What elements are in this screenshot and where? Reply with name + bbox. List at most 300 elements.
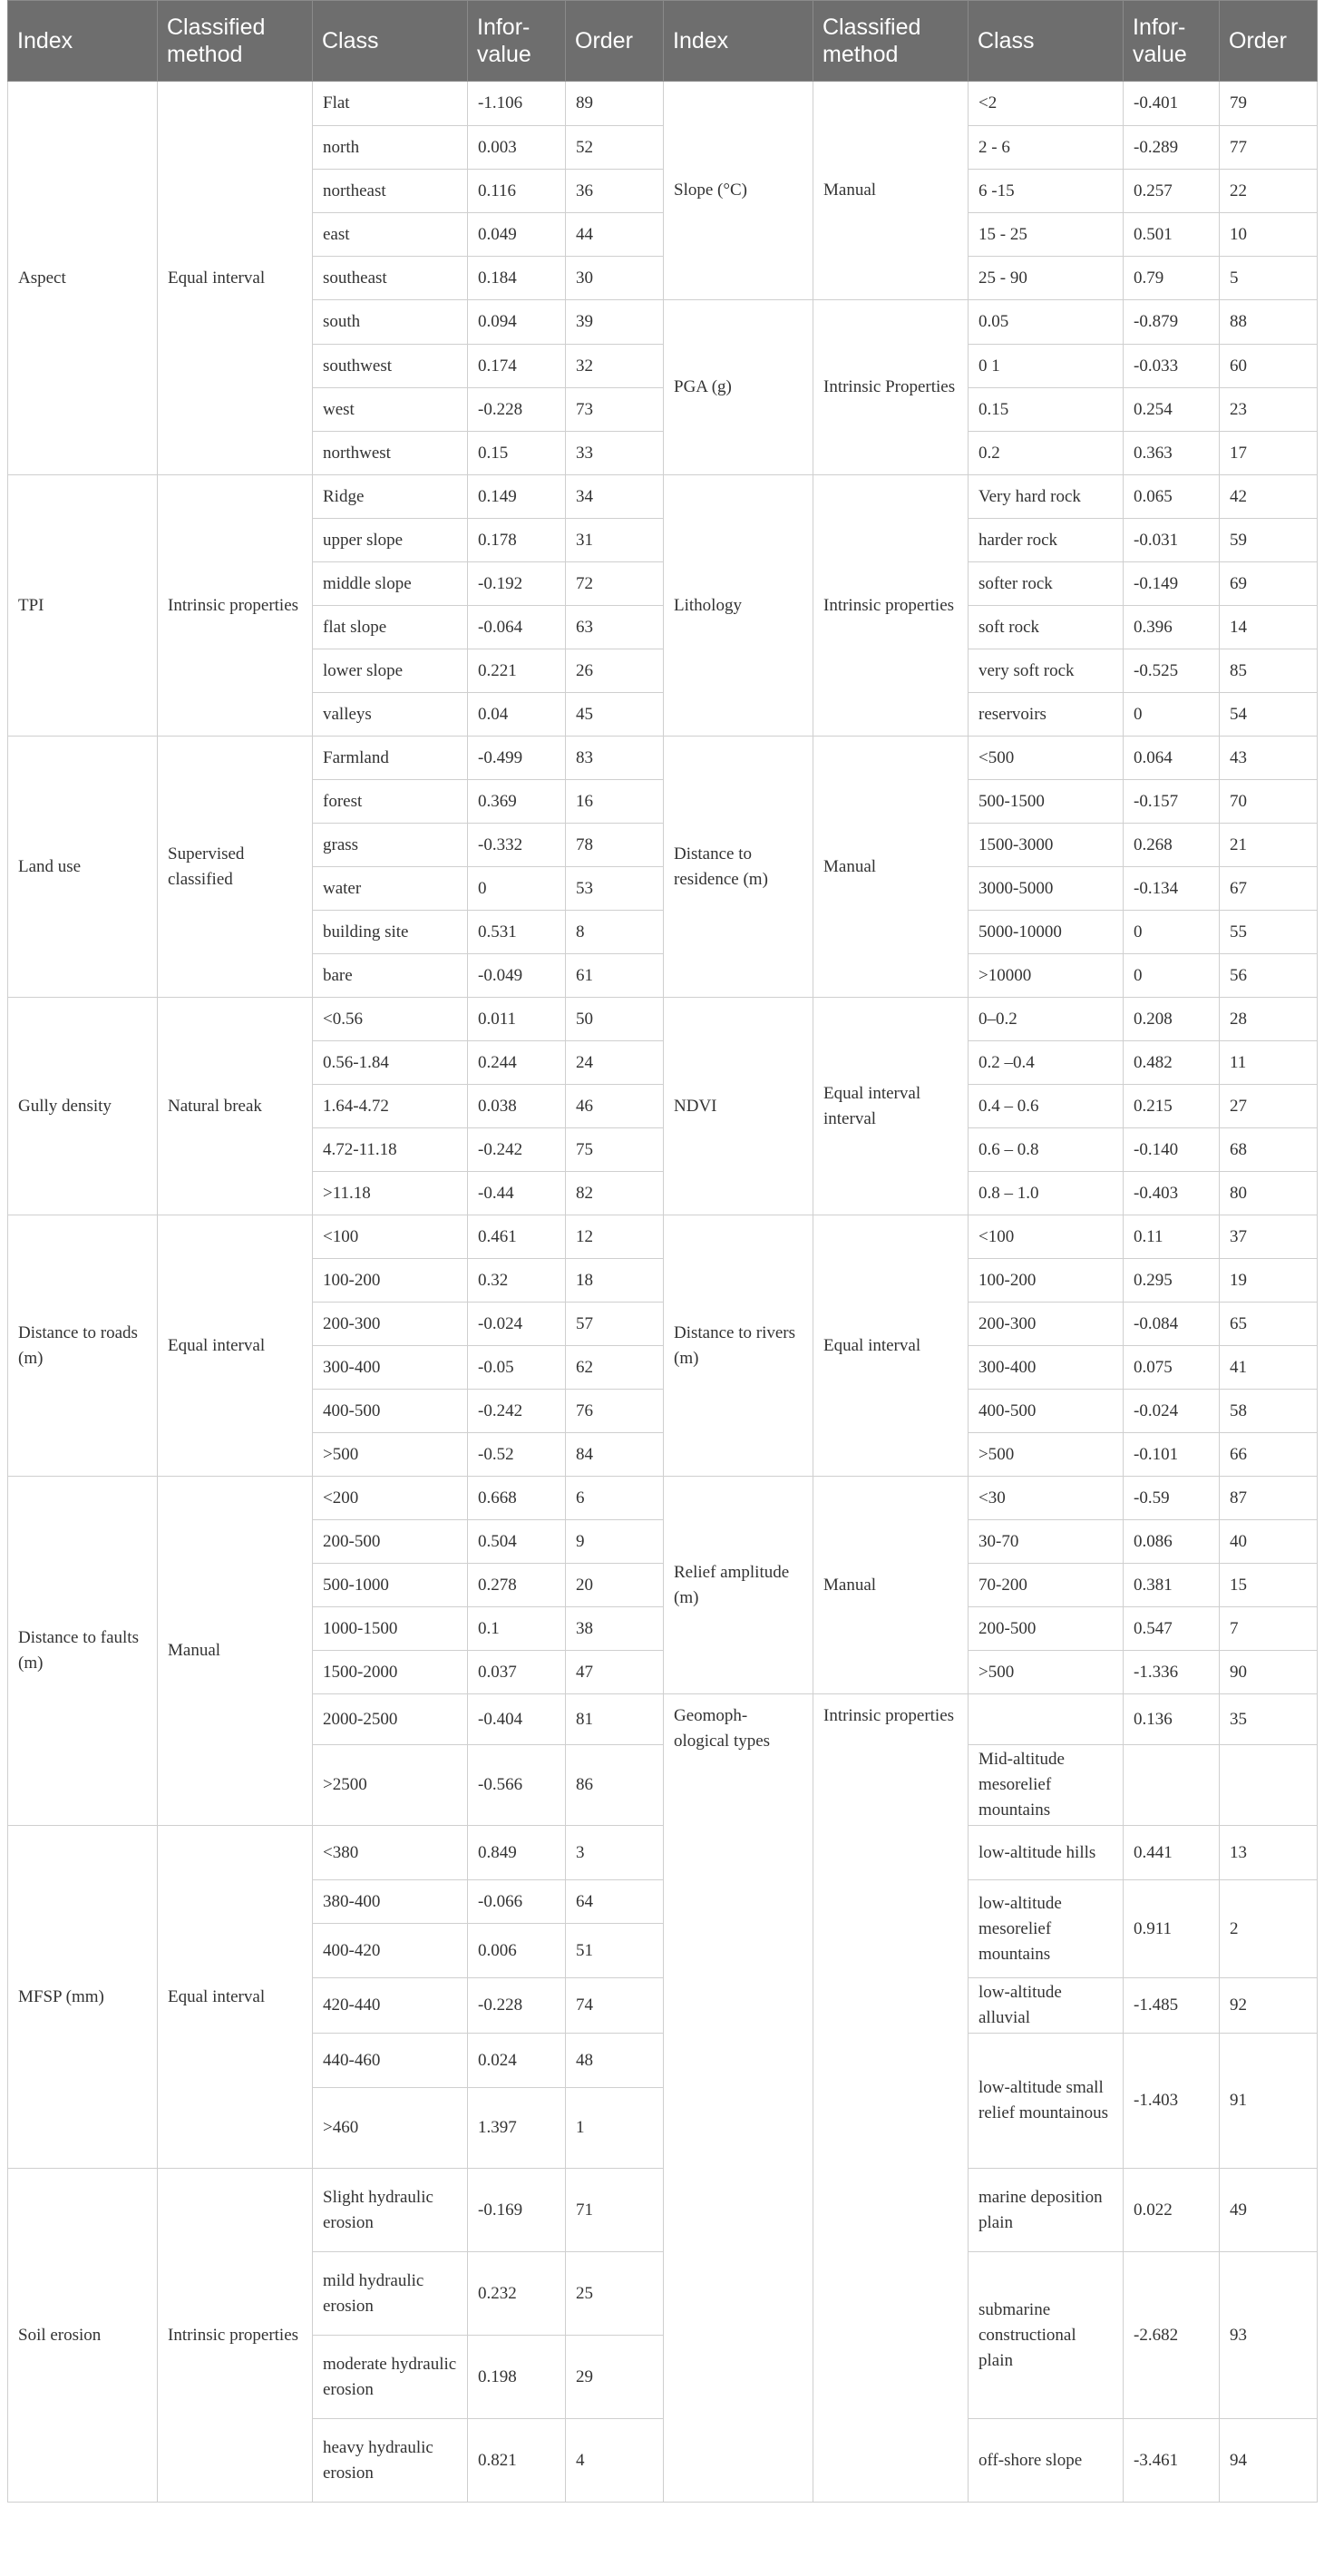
- class-cell: Slight hydraulic erosion: [313, 2169, 468, 2252]
- class-cell: low-altitude hills: [969, 1826, 1124, 1880]
- order-cell: 34: [566, 475, 664, 519]
- class-cell: off-shore slope: [969, 2419, 1124, 2503]
- classified-method-cell: Intrinsic properties: [158, 2169, 313, 2503]
- classified-method-cell: Supervised classified: [158, 737, 313, 998]
- class-cell: mild hydraulic erosion: [313, 2252, 468, 2336]
- classified-method-cell: Equal interval: [813, 1215, 969, 1477]
- order-cell: 66: [1220, 1433, 1318, 1477]
- class-cell: 0.05: [969, 300, 1124, 345]
- index-cell: PGA (g): [664, 300, 813, 475]
- class-cell: 1500-2000: [313, 1651, 468, 1694]
- class-cell: 3000-5000: [969, 867, 1124, 911]
- order-cell: 62: [566, 1346, 664, 1390]
- class-cell: 0.56-1.84: [313, 1041, 468, 1085]
- infor-value-cell: -0.525: [1124, 649, 1220, 693]
- class-cell: softer rock: [969, 562, 1124, 606]
- class-cell: <500: [969, 737, 1124, 780]
- infor-value-cell: 0.504: [468, 1520, 566, 1564]
- infor-value-cell: -0.169: [468, 2169, 566, 2252]
- infor-value-cell: -0.401: [1124, 82, 1220, 126]
- index-cell: Distance to rivers (m): [664, 1215, 813, 1477]
- class-cell: 5000-10000: [969, 911, 1124, 954]
- infor-value-cell: 0.011: [468, 998, 566, 1041]
- class-cell: lower slope: [313, 649, 468, 693]
- infor-value-cell: 0.116: [468, 170, 566, 213]
- order-cell: 73: [566, 388, 664, 432]
- infor-value-cell: -0.566: [468, 1745, 566, 1826]
- class-cell: <2: [969, 82, 1124, 126]
- order-cell: 8: [566, 911, 664, 954]
- table-row: [8, 2169, 1318, 2252]
- class-cell: Mid-altitude mesorelief mountains: [969, 1745, 1124, 1826]
- order-cell: 90: [1220, 1651, 1318, 1694]
- class-cell: 200-500: [969, 1607, 1124, 1651]
- class-cell: northeast: [313, 170, 468, 213]
- order-cell: 70: [1220, 780, 1318, 824]
- infor-value-cell: 0.149: [468, 475, 566, 519]
- class-cell: <380: [313, 1826, 468, 1880]
- class-cell: 0.2: [969, 432, 1124, 475]
- index-cell: MFSP (mm): [8, 1826, 158, 2169]
- class-cell: 100-200: [969, 1259, 1124, 1303]
- classified-method-cell: Manual: [158, 1477, 313, 1826]
- classified-method-cell: Intrinsic properties: [813, 475, 969, 737]
- infor-value-cell: -1.485: [1124, 1978, 1220, 2034]
- infor-value-cell: 0.184: [468, 257, 566, 300]
- order-cell: 6: [566, 1477, 664, 1520]
- order-cell: 31: [566, 519, 664, 562]
- order-cell: 52: [566, 126, 664, 170]
- order-cell: 7: [1220, 1607, 1318, 1651]
- class-cell: 15 - 25: [969, 213, 1124, 257]
- order-cell: 44: [566, 213, 664, 257]
- infor-value-cell: 0.254: [1124, 388, 1220, 432]
- class-cell: bare: [313, 954, 468, 998]
- header-class-left: Class: [313, 1, 468, 82]
- infor-value-cell: 0.215: [1124, 1085, 1220, 1128]
- order-cell: 76: [566, 1390, 664, 1433]
- infor-value-cell: 0.064: [1124, 737, 1220, 780]
- class-cell: 500-1000: [313, 1564, 468, 1607]
- order-cell: 3: [566, 1826, 664, 1880]
- table-row: [8, 998, 1318, 1041]
- class-cell: [969, 1694, 1124, 1745]
- order-cell: 41: [1220, 1346, 1318, 1390]
- infor-value-cell: 0.024: [468, 2034, 566, 2088]
- order-cell: 17: [1220, 432, 1318, 475]
- table-row: [8, 1826, 1318, 1880]
- infor-value-cell: 0.049: [468, 213, 566, 257]
- class-cell: 0.15: [969, 388, 1124, 432]
- infor-value-cell: 0.003: [468, 126, 566, 170]
- class-cell: reservoirs: [969, 693, 1124, 737]
- infor-value-cell: 0.257: [1124, 170, 1220, 213]
- class-cell: >11.18: [313, 1172, 468, 1215]
- class-cell: moderate hydraulic erosion: [313, 2336, 468, 2419]
- infor-value-cell: -0.05: [468, 1346, 566, 1390]
- order-cell: 89: [566, 82, 664, 126]
- order-cell: 4: [566, 2419, 664, 2503]
- class-cell: 380-400: [313, 1880, 468, 1924]
- order-cell: 87: [1220, 1477, 1318, 1520]
- order-cell: 30: [566, 257, 664, 300]
- infor-value-cell: 0.178: [468, 519, 566, 562]
- index-cell: TPI: [8, 475, 158, 737]
- header-order-left: Order: [566, 1, 664, 82]
- class-cell: 200-300: [313, 1303, 468, 1346]
- order-cell: 48: [566, 2034, 664, 2088]
- class-cell: upper slope: [313, 519, 468, 562]
- class-cell: 300-400: [313, 1346, 468, 1390]
- index-cell: Distance to roads (m): [8, 1215, 158, 1477]
- order-cell: 72: [566, 562, 664, 606]
- class-cell: >500: [313, 1433, 468, 1477]
- order-cell: 47: [566, 1651, 664, 1694]
- order-cell: 15: [1220, 1564, 1318, 1607]
- class-cell: 0–0.2: [969, 998, 1124, 1041]
- infor-value-cell: -0.879: [1124, 300, 1220, 345]
- table-row: [8, 1215, 1318, 1259]
- table-row: [8, 737, 1318, 780]
- order-cell: 86: [566, 1745, 664, 1826]
- infor-value-cell: 0.547: [1124, 1607, 1220, 1651]
- infor-value-cell: 0.441: [1124, 1826, 1220, 1880]
- infor-value-cell: 0.006: [468, 1924, 566, 1978]
- infor-value-cell: 0.821: [468, 2419, 566, 2503]
- infor-value-cell: -0.140: [1124, 1128, 1220, 1172]
- infor-value-cell: -0.404: [468, 1694, 566, 1745]
- order-cell: 25: [566, 2252, 664, 2336]
- table-body: [8, 82, 1318, 2503]
- index-cell: Distance to faults (m): [8, 1477, 158, 1826]
- order-cell: 64: [566, 1880, 664, 1924]
- order-cell: 85: [1220, 649, 1318, 693]
- infor-value-cell: -0.242: [468, 1128, 566, 1172]
- classified-method-cell: Equal interval interval: [813, 998, 969, 1215]
- infor-value-cell: -0.084: [1124, 1303, 1220, 1346]
- order-cell: 33: [566, 432, 664, 475]
- infor-value-cell: -0.066: [468, 1880, 566, 1924]
- order-cell: 5: [1220, 257, 1318, 300]
- class-cell: northwest: [313, 432, 468, 475]
- infor-value-cell: 0.295: [1124, 1259, 1220, 1303]
- class-cell: heavy hydraulic erosion: [313, 2419, 468, 2503]
- class-cell: flat slope: [313, 606, 468, 649]
- header-infor-value-right: Infor-value: [1124, 1, 1220, 82]
- class-cell: forest: [313, 780, 468, 824]
- infor-value-cell: 0.094: [468, 300, 566, 345]
- infor-value-cell: 0: [1124, 693, 1220, 737]
- order-cell: 14: [1220, 606, 1318, 649]
- index-cell: Relief amplitude (m): [664, 1477, 813, 1694]
- infor-value-cell: 0.198: [468, 2336, 566, 2419]
- class-cell: middle slope: [313, 562, 468, 606]
- infor-value-cell: -0.228: [468, 1978, 566, 2034]
- order-cell: 40: [1220, 1520, 1318, 1564]
- order-cell: 28: [1220, 998, 1318, 1041]
- order-cell: 58: [1220, 1390, 1318, 1433]
- class-cell: Ridge: [313, 475, 468, 519]
- index-cell: Slope (°C): [664, 82, 813, 300]
- order-cell: 60: [1220, 345, 1318, 388]
- infor-value-cell: -0.332: [468, 824, 566, 867]
- infor-value-cell: -0.024: [468, 1303, 566, 1346]
- order-cell: 29: [566, 2336, 664, 2419]
- index-cell: Geomoph-ological types: [664, 1694, 813, 2503]
- order-cell: 63: [566, 606, 664, 649]
- order-cell: 19: [1220, 1259, 1318, 1303]
- infor-value-cell: -3.461: [1124, 2419, 1220, 2503]
- order-cell: 59: [1220, 519, 1318, 562]
- order-cell: 80: [1220, 1172, 1318, 1215]
- table-row: [8, 1477, 1318, 1520]
- classified-method-cell: Manual: [813, 82, 969, 300]
- classified-method-cell: Equal interval: [158, 1215, 313, 1477]
- class-cell: 200-300: [969, 1303, 1124, 1346]
- order-cell: 11: [1220, 1041, 1318, 1085]
- infor-value-cell: 0.038: [468, 1085, 566, 1128]
- infor-value-cell: 0.369: [468, 780, 566, 824]
- infor-value-cell: -0.024: [1124, 1390, 1220, 1433]
- infor-value-cell: -0.134: [1124, 867, 1220, 911]
- order-cell: 65: [1220, 1303, 1318, 1346]
- infor-value-cell: -1.336: [1124, 1651, 1220, 1694]
- class-cell: 400-420: [313, 1924, 468, 1978]
- infor-value-cell: 0.911: [1124, 1880, 1220, 1978]
- order-cell: 9: [566, 1520, 664, 1564]
- infor-value-cell: 0.221: [468, 649, 566, 693]
- order-cell: 50: [566, 998, 664, 1041]
- class-cell: >460: [313, 2088, 468, 2169]
- class-cell: 0.4 – 0.6: [969, 1085, 1124, 1128]
- class-cell: north: [313, 126, 468, 170]
- class-cell: <0.56: [313, 998, 468, 1041]
- infor-value-cell: 0.208: [1124, 998, 1220, 1041]
- header-infor-value-left: Infor-value: [468, 1, 566, 82]
- order-cell: 51: [566, 1924, 664, 1978]
- information-value-table: [7, 0, 1318, 2503]
- class-cell: 0.2 –0.4: [969, 1041, 1124, 1085]
- order-cell: 53: [566, 867, 664, 911]
- class-cell: 25 - 90: [969, 257, 1124, 300]
- class-cell: <100: [313, 1215, 468, 1259]
- class-cell: marine deposition plain: [969, 2169, 1124, 2252]
- order-cell: 49: [1220, 2169, 1318, 2252]
- order-cell: 71: [566, 2169, 664, 2252]
- order-cell: 68: [1220, 1128, 1318, 1172]
- class-cell: 0.6 – 0.8: [969, 1128, 1124, 1172]
- infor-value-cell: 0.075: [1124, 1346, 1220, 1390]
- classified-method-cell: Manual: [813, 737, 969, 998]
- order-cell: 37: [1220, 1215, 1318, 1259]
- order-cell: 20: [566, 1564, 664, 1607]
- infor-value-cell: -0.44: [468, 1172, 566, 1215]
- order-cell: 1: [566, 2088, 664, 2169]
- infor-value-cell: -2.682: [1124, 2252, 1220, 2419]
- order-cell: 23: [1220, 388, 1318, 432]
- infor-value-cell: 0.501: [1124, 213, 1220, 257]
- order-cell: 93: [1220, 2252, 1318, 2419]
- infor-value-cell: -0.101: [1124, 1433, 1220, 1477]
- class-cell: 500-1500: [969, 780, 1124, 824]
- order-cell: 83: [566, 737, 664, 780]
- infor-value-cell: 0.278: [468, 1564, 566, 1607]
- infor-value-cell: -0.033: [1124, 345, 1220, 388]
- infor-value-cell: -0.064: [468, 606, 566, 649]
- infor-value-cell: -0.031: [1124, 519, 1220, 562]
- infor-value-cell: -0.192: [468, 562, 566, 606]
- class-cell: 200-500: [313, 1520, 468, 1564]
- class-cell: east: [313, 213, 468, 257]
- order-cell: 35: [1220, 1694, 1318, 1745]
- class-cell: 300-400: [969, 1346, 1124, 1390]
- class-cell: low-altitude alluvial: [969, 1978, 1124, 2034]
- order-cell: 45: [566, 693, 664, 737]
- infor-value-cell: 0: [1124, 954, 1220, 998]
- infor-value-cell: 0.11: [1124, 1215, 1220, 1259]
- order-cell: 78: [566, 824, 664, 867]
- order-cell: 12: [566, 1215, 664, 1259]
- class-cell: 1.64-4.72: [313, 1085, 468, 1128]
- order-cell: 69: [1220, 562, 1318, 606]
- class-cell: 100-200: [313, 1259, 468, 1303]
- order-cell: 10: [1220, 213, 1318, 257]
- infor-value-cell: 0: [468, 867, 566, 911]
- classified-method-cell: Intrinsic properties: [158, 475, 313, 737]
- infor-value-cell: -0.149: [1124, 562, 1220, 606]
- infor-value-cell: -0.049: [468, 954, 566, 998]
- order-cell: 32: [566, 345, 664, 388]
- class-cell: <200: [313, 1477, 468, 1520]
- class-cell: submarine constructional plain: [969, 2252, 1124, 2419]
- order-cell: 67: [1220, 867, 1318, 911]
- class-cell: 400-500: [313, 1390, 468, 1433]
- order-cell: 42: [1220, 475, 1318, 519]
- order-cell: 26: [566, 649, 664, 693]
- order-cell: 57: [566, 1303, 664, 1346]
- order-cell: 24: [566, 1041, 664, 1085]
- class-cell: southeast: [313, 257, 468, 300]
- header-order-right: Order: [1220, 1, 1318, 82]
- index-cell: Lithology: [664, 475, 813, 737]
- order-cell: 61: [566, 954, 664, 998]
- order-cell: 22: [1220, 170, 1318, 213]
- infor-value-cell: -0.242: [468, 1390, 566, 1433]
- class-cell: soft rock: [969, 606, 1124, 649]
- header-row: [8, 1, 1318, 82]
- order-cell: 56: [1220, 954, 1318, 998]
- order-cell: [1220, 1745, 1318, 1826]
- order-cell: 84: [566, 1433, 664, 1477]
- class-cell: 0.8 – 1.0: [969, 1172, 1124, 1215]
- order-cell: 43: [1220, 737, 1318, 780]
- class-cell: low-altitude small relief mountainous: [969, 2034, 1124, 2169]
- order-cell: 88: [1220, 300, 1318, 345]
- class-cell: 1500-3000: [969, 824, 1124, 867]
- index-cell: Land use: [8, 737, 158, 998]
- class-cell: <30: [969, 1477, 1124, 1520]
- infor-value-cell: 0.232: [468, 2252, 566, 2336]
- class-cell: very soft rock: [969, 649, 1124, 693]
- order-cell: 27: [1220, 1085, 1318, 1128]
- header-index-right: Index: [664, 1, 813, 82]
- order-cell: 16: [566, 780, 664, 824]
- class-cell: <100: [969, 1215, 1124, 1259]
- infor-value-cell: -0.403: [1124, 1172, 1220, 1215]
- infor-value-cell: 0.1: [468, 1607, 566, 1651]
- infor-value-cell: -0.52: [468, 1433, 566, 1477]
- infor-value-cell: 0.174: [468, 345, 566, 388]
- order-cell: 74: [566, 1978, 664, 2034]
- class-cell: 1000-1500: [313, 1607, 468, 1651]
- classified-method-cell: Equal interval: [158, 1826, 313, 2169]
- infor-value-cell: 0.244: [468, 1041, 566, 1085]
- order-cell: 79: [1220, 82, 1318, 126]
- infor-value-cell: 0.065: [1124, 475, 1220, 519]
- infor-value-cell: -1.403: [1124, 2034, 1220, 2169]
- class-cell: 420-440: [313, 1978, 468, 2034]
- infor-value-cell: -0.289: [1124, 126, 1220, 170]
- order-cell: 82: [566, 1172, 664, 1215]
- order-cell: 18: [566, 1259, 664, 1303]
- class-cell: 440-460: [313, 2034, 468, 2088]
- infor-value-cell: 0.461: [468, 1215, 566, 1259]
- infor-value-cell: 0.136: [1124, 1694, 1220, 1745]
- class-cell: Very hard rock: [969, 475, 1124, 519]
- index-cell: Distance to residence (m): [664, 737, 813, 998]
- infor-value-cell: 0.531: [468, 911, 566, 954]
- table-row: [8, 475, 1318, 519]
- class-cell: 30-70: [969, 1520, 1124, 1564]
- order-cell: 46: [566, 1085, 664, 1128]
- class-cell: >500: [969, 1433, 1124, 1477]
- classified-method-cell: Intrinsic Properties: [813, 300, 969, 475]
- class-cell: grass: [313, 824, 468, 867]
- header-class-right: Class: [969, 1, 1124, 82]
- class-cell: low-altitude mesorelief mountains: [969, 1880, 1124, 1978]
- class-cell: 4.72-11.18: [313, 1128, 468, 1172]
- index-cell: Soil erosion: [8, 2169, 158, 2503]
- order-cell: 91: [1220, 2034, 1318, 2169]
- header-index-left: Index: [8, 1, 158, 82]
- infor-value-cell: 0.849: [468, 1826, 566, 1880]
- index-cell: NDVI: [664, 998, 813, 1215]
- order-cell: 55: [1220, 911, 1318, 954]
- infor-value-cell: -0.157: [1124, 780, 1220, 824]
- order-cell: 75: [566, 1128, 664, 1172]
- order-cell: 77: [1220, 126, 1318, 170]
- class-cell: building site: [313, 911, 468, 954]
- class-cell: southwest: [313, 345, 468, 388]
- classified-method-cell: Equal interval: [158, 82, 313, 475]
- infor-value-cell: 0.363: [1124, 432, 1220, 475]
- infor-value-cell: 0.037: [468, 1651, 566, 1694]
- index-cell: Aspect: [8, 82, 158, 475]
- infor-value-cell: 1.397: [468, 2088, 566, 2169]
- table-row: [8, 82, 1318, 126]
- class-cell: 0 1: [969, 345, 1124, 388]
- infor-value-cell: -0.228: [468, 388, 566, 432]
- infor-value-cell: -0.59: [1124, 1477, 1220, 1520]
- class-cell: Farmland: [313, 737, 468, 780]
- infor-value-cell: 0.396: [1124, 606, 1220, 649]
- infor-value-cell: 0.022: [1124, 2169, 1220, 2252]
- order-cell: 21: [1220, 824, 1318, 867]
- infor-value-cell: 0.32: [468, 1259, 566, 1303]
- class-cell: 400-500: [969, 1390, 1124, 1433]
- classified-method-cell: Manual: [813, 1477, 969, 1694]
- class-cell: 2000-2500: [313, 1694, 468, 1745]
